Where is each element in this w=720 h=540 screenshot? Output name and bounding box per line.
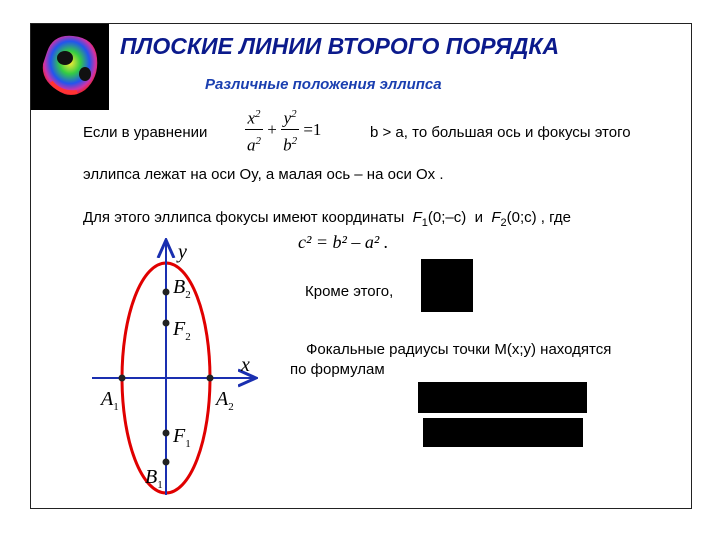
point-f1: [163, 430, 170, 437]
label-a1: $A_1$: [101, 388, 119, 413]
page-subtitle: Различные положения эллипса: [205, 76, 442, 93]
page-title: ПЛОСКИЕ ЛИНИИ ВТОРОГО ПОРЯДКА: [120, 33, 560, 59]
besides-text: Кроме этого,: [305, 283, 394, 300]
label-b1: $B_1$: [145, 466, 163, 491]
formula-c: c² = b² – a² .: [298, 232, 389, 252]
x-axis-label: x: [241, 354, 250, 376]
line2-text: эллипса лежат на оси Оy, а малая ось – на оси Оx .: [83, 166, 444, 183]
point-a2: [207, 375, 214, 382]
label-a2: $A_2$: [216, 388, 234, 413]
point-b2: [163, 289, 170, 296]
line3-text: Для этого эллипса фокусы имеют координаты $F_1(0;-c)$ и $F_2(0;c)$ , где: [83, 209, 572, 229]
focal-radii-line2: по формулам: [290, 361, 385, 378]
label-b2: $B_2$: [173, 276, 191, 301]
line1-prefix: Если в уравнении: [83, 124, 208, 141]
point-f2: [163, 320, 170, 327]
label-f2: $F_2$: [173, 318, 191, 343]
point-a1: [119, 375, 126, 382]
point-b1: [163, 459, 170, 466]
label-f1: $F_1$: [173, 425, 191, 450]
focal-radii-line1: Фокальные радиусы точки M(x;y) находятся: [306, 341, 612, 358]
ellipse-equation: $\frac{x^2}{a^2}$ + $\frac{y^2}{b^2}$ =1: [245, 104, 321, 156]
y-axis-label: y: [178, 241, 187, 263]
line1-suffix: b > a, то большая ось и фокусы этого: [370, 124, 631, 141]
